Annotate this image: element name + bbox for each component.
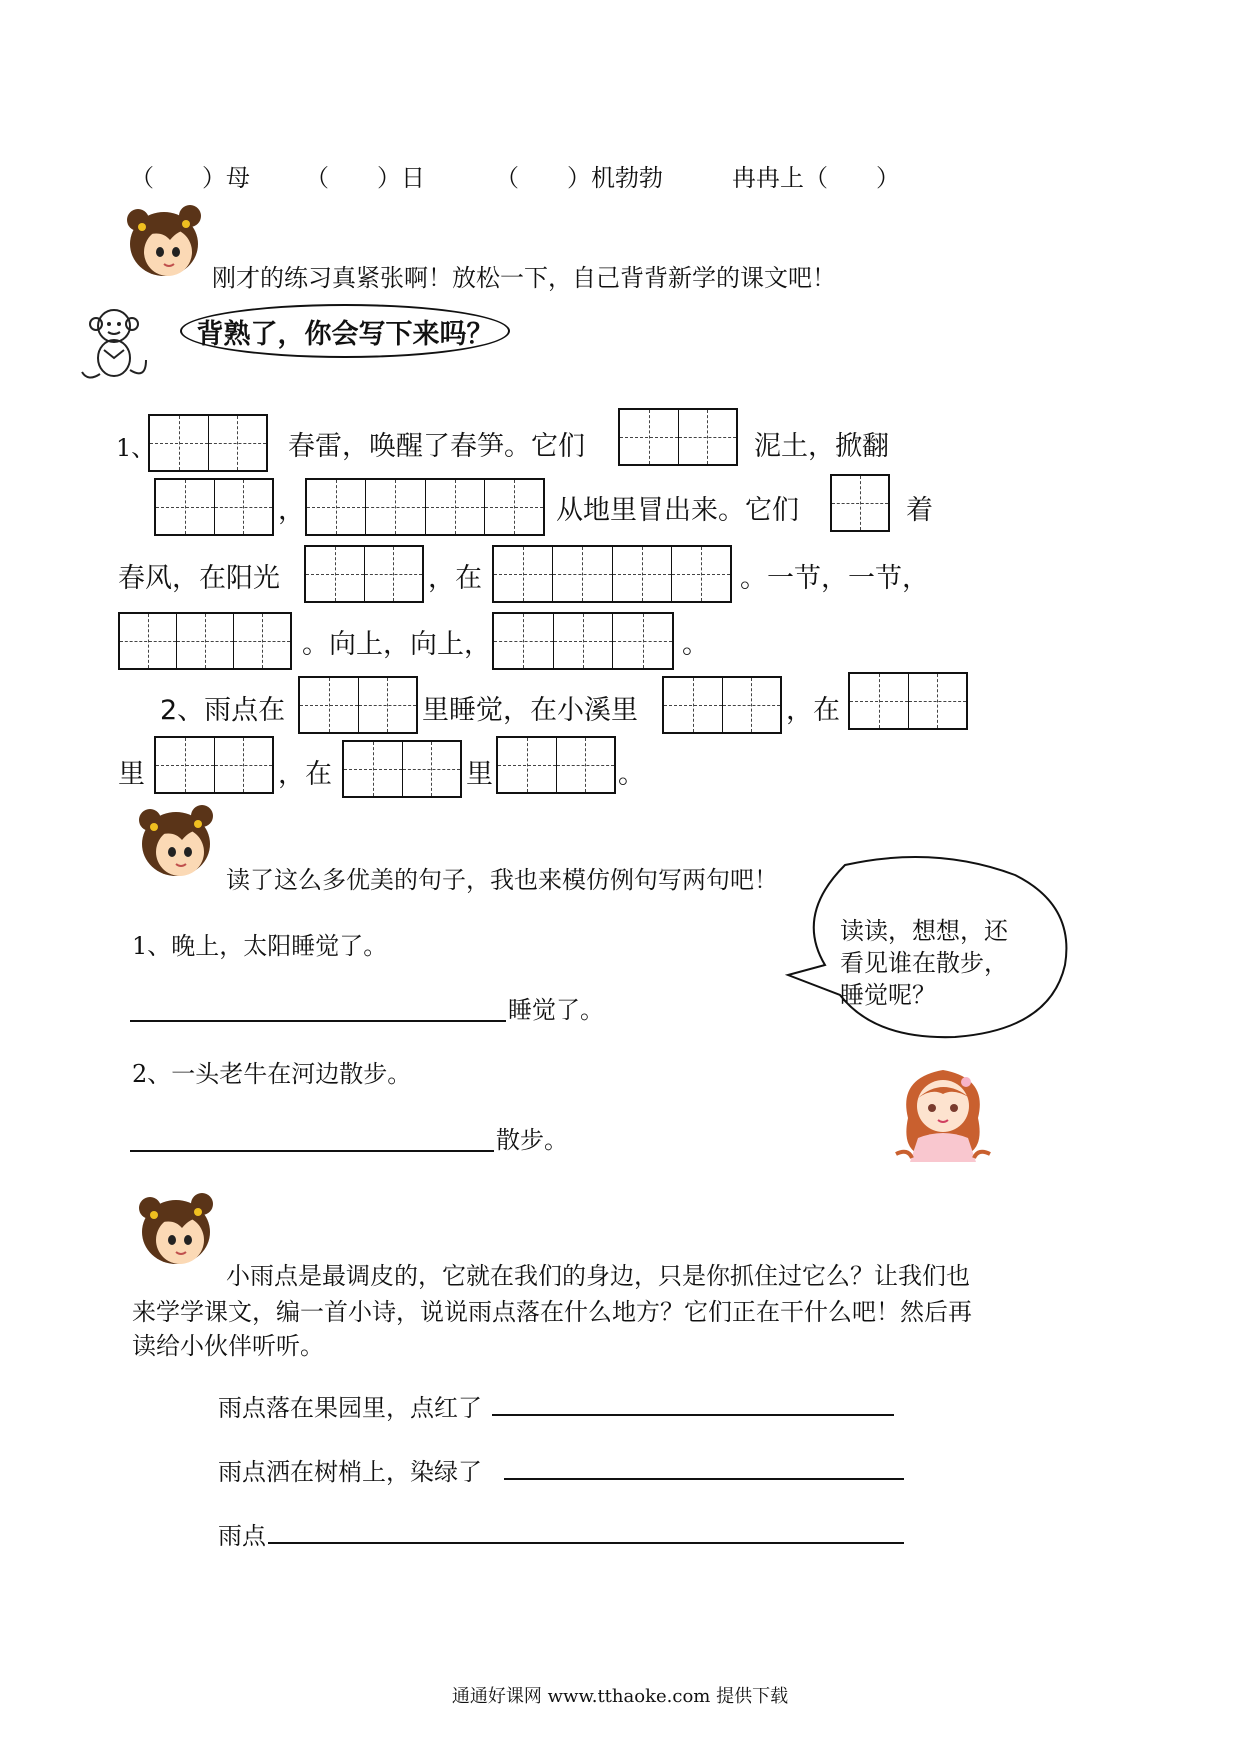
fill-blank-bobo: （ ）机勃勃 bbox=[495, 164, 663, 192]
answer-line[interactable] bbox=[268, 1542, 904, 1544]
poem-line-3: 雨点 bbox=[218, 1522, 266, 1550]
writing-grid[interactable] bbox=[118, 612, 292, 670]
example-2: 2、一头老牛在河边散步。 bbox=[132, 1060, 412, 1088]
answer-line[interactable] bbox=[492, 1414, 894, 1416]
text-cong: 从地里冒出来。它们 bbox=[556, 495, 799, 526]
writing-grid[interactable] bbox=[298, 676, 418, 734]
fill-blank-ranran: 冉冉上（ ） bbox=[732, 164, 900, 192]
writing-grid[interactable] bbox=[154, 736, 274, 794]
girl-avatar-icon bbox=[130, 1188, 222, 1270]
poem-line-2: 雨点洒在树梢上，染绿了 bbox=[218, 1458, 482, 1486]
poem-line-1: 雨点落在果园里，点红了 bbox=[218, 1394, 482, 1422]
text-zhe: 着 bbox=[906, 495, 933, 526]
text-li: 里 bbox=[118, 759, 145, 790]
girl-avatar-icon bbox=[130, 800, 222, 882]
princess-icon bbox=[888, 1058, 998, 1168]
poem-intro-line-1: 小雨点是最调皮的，它就在我们的身边，只是你抓住过它么？让我们也 bbox=[226, 1262, 970, 1290]
text-chunlei: 春雷，唤醒了春笋。它们 bbox=[288, 431, 585, 462]
writing-grid[interactable] bbox=[492, 545, 732, 603]
example-2-suffix: 散步。 bbox=[496, 1126, 568, 1154]
intro-text-1: 刚才的练习真紧张啊！放松一下，自己背背新学的课文吧！ bbox=[212, 264, 836, 292]
writing-grid[interactable] bbox=[148, 414, 268, 472]
writing-grid[interactable] bbox=[496, 736, 616, 794]
writing-grid[interactable] bbox=[662, 676, 782, 734]
writing-grid[interactable] bbox=[304, 545, 424, 603]
example-1-suffix: 睡觉了。 bbox=[508, 996, 604, 1024]
poem-intro-line-2: 来学学课文，编一首小诗，说说雨点落在什么地方？它们正在干什么吧！然后再 bbox=[132, 1298, 972, 1326]
intro-text-2: 读了这么多优美的句子，我也来模仿例句写两句吧！ bbox=[226, 866, 778, 894]
writing-grid[interactable] bbox=[830, 474, 890, 532]
text-nitu: 泥土，掀翻 bbox=[754, 431, 889, 462]
text-chunfeng: 春风，在阳光 bbox=[118, 563, 280, 594]
text-shuijiao: 里睡觉，在小溪里 bbox=[422, 695, 638, 726]
text-comma: ， bbox=[278, 495, 305, 526]
text-li: 里 bbox=[466, 759, 493, 790]
writing-grid[interactable] bbox=[154, 478, 274, 536]
fill-blank-mu: （ ）母 bbox=[130, 164, 250, 192]
answer-line[interactable] bbox=[130, 1020, 506, 1022]
sentence-2-prefix: 2、雨点在 bbox=[160, 695, 286, 726]
writing-grid[interactable] bbox=[342, 740, 462, 798]
monkey-icon bbox=[76, 304, 154, 386]
footer: 通通好课网 www.tthaoke.com 提供下载 bbox=[451, 1686, 789, 1707]
example-1: 1、晚上，太阳睡觉了。 bbox=[132, 932, 388, 960]
banner-title: 背熟了，你会写下来吗？ bbox=[180, 304, 510, 358]
answer-line[interactable] bbox=[130, 1150, 494, 1152]
answer-line[interactable] bbox=[504, 1478, 904, 1480]
text-yijie: 。一节，一节， bbox=[740, 563, 929, 594]
writing-grid[interactable] bbox=[492, 612, 674, 670]
girl-avatar-icon bbox=[118, 200, 210, 282]
fill-blank-ri: （ ）日 bbox=[305, 164, 425, 192]
writing-grid[interactable] bbox=[305, 478, 545, 536]
text-xiangshang: 。向上，向上， bbox=[302, 629, 491, 660]
text-period: 。 bbox=[682, 629, 709, 660]
text-zai: ，在 bbox=[786, 695, 840, 726]
text-zai: ，在 bbox=[278, 759, 332, 790]
bubble-text: 读读，想想，还 看见谁在散步， 睡觉呢？ bbox=[840, 917, 1008, 1009]
sentence-1-number: 1、 bbox=[116, 434, 156, 462]
writing-grid[interactable] bbox=[618, 408, 738, 466]
text-zai: ，在 bbox=[428, 563, 482, 594]
text-period: 。 bbox=[618, 759, 645, 790]
poem-intro-line-3: 读给小伙伴听听。 bbox=[132, 1332, 324, 1360]
writing-grid[interactable] bbox=[848, 672, 968, 730]
